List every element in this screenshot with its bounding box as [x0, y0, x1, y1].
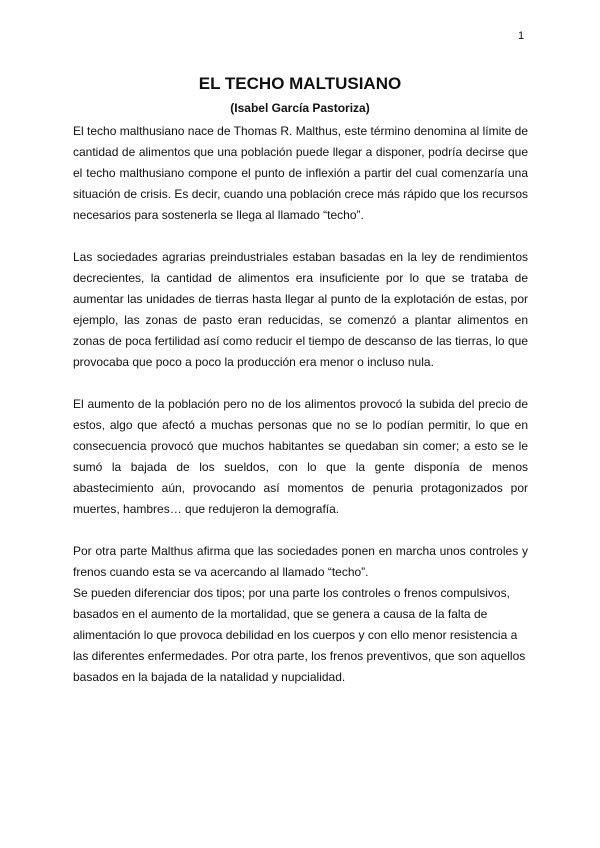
paragraph-3: El aumento de la población pero no de los alimentos provocó la subida del precio de estos, algo que afectó a muchas personas que no se lo podían permitir, lo que en consecuencia provocó que muchos habitantes se quedaban sin comer; a esto se le sumó la bajada de los sueldos, con lo que la gente disponía de menos abastecimiento aún, provocando así momentos de penuria protagonizados por muertes, hambres… que redujeron la demografía.	[73, 397, 528, 516]
page-number: 1	[518, 30, 525, 42]
paragraph-2: Las sociedades agrarias preindustriales estaban basadas en la ley de rendimientos decrecientes, la cantidad de alimentos era insuficiente por lo que se trataba de aumentar las unidades de tierras hasta llegar al punto de la explotación de estas, por ejemplo, las zonas de pasto eran reducidas, se comenzó a plantar alimentos en zonas de poca fertilidad así como reducir el tiempo de descanso de las tierras, lo que provocaba que poco a poco la producción era menor o incluso nula.	[73, 250, 528, 369]
document-body	[73, 121, 528, 688]
paragraph-1: El techo malthusiano nace de Thomas R. Malthus, este término denomina al límite de cantidad de alimentos que una población puede llegar a disponer, podría decirse que el techo malthusiano compone el punto de inflexión a partir del cual comenzaría una situación de crisis. Es decir, cuando una población crece más rápido que los recursos necesarios para sostenerla se llega al llamado “techo”.	[73, 124, 528, 222]
paragraph-4: Por otra parte Malthus afirma que las sociedades ponen en marcha unos controles y frenos cuando esta se va acercando al llamado “techo”.	[73, 544, 528, 579]
document-author: (Isabel García Pastoriza)	[230, 101, 370, 115]
paragraph-5: Se pueden diferenciar dos tipos; por una parte los controles o frenos compulsivos, basados en el aumento de la mortalidad, que se genera a causa de la falta de alimentación lo que provoca debilidad en los cuerpos y con ello menor resistencia a las diferentes enfermedades. Por otra parte, los frenos preventivos, que son aquellos basados en la bajada de la natalidad y nupcialidad.	[73, 586, 526, 684]
document-title: EL TECHO MALTUSIANO	[198, 74, 402, 93]
